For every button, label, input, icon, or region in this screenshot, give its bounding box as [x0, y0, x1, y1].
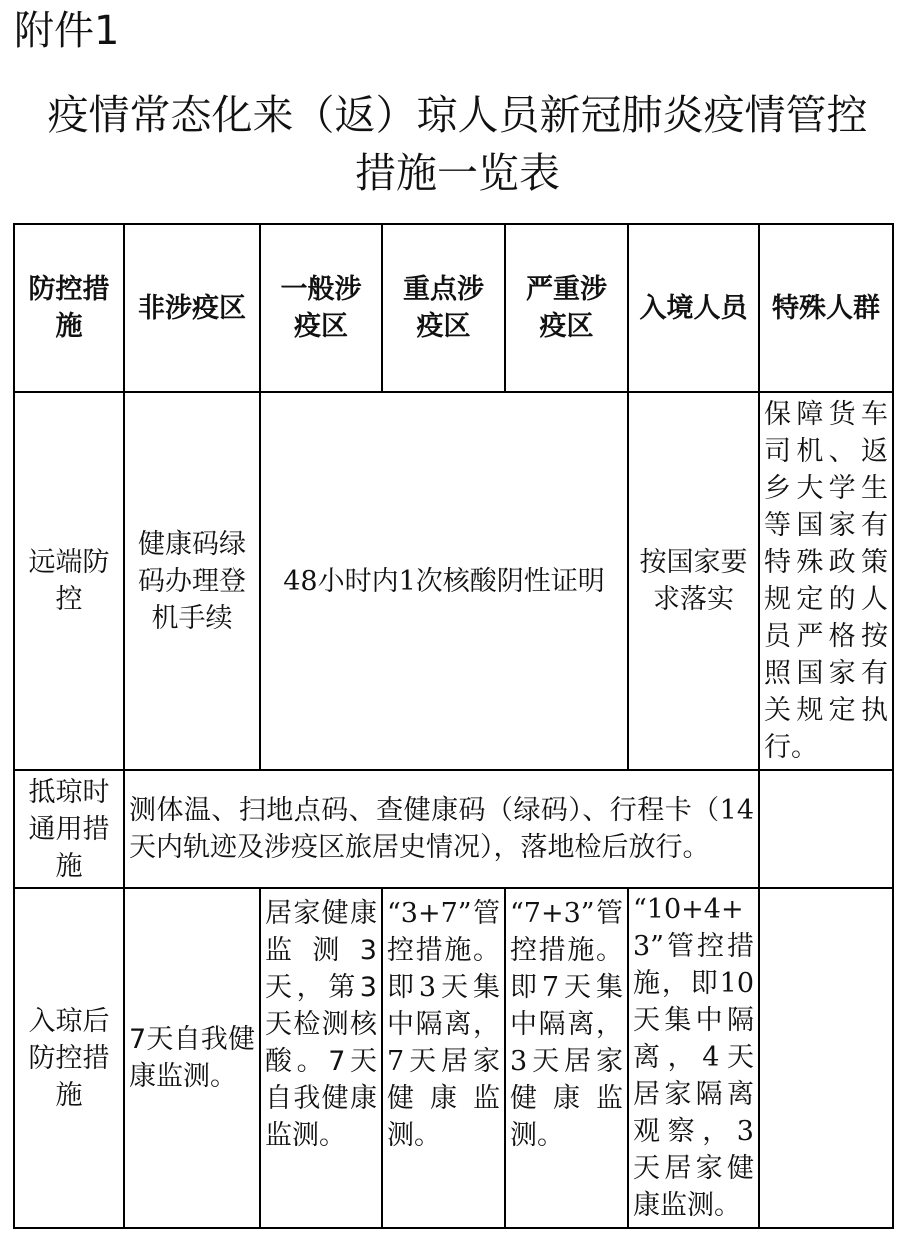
- row-remote-inbound: 按国家要求落实: [628, 392, 759, 770]
- header-severe: 严重涉疫区: [505, 224, 628, 392]
- row-after: [14, 888, 893, 1228]
- row-arrival-empty: [759, 770, 893, 888]
- row-after-label: 入琼后防控措施: [14, 888, 124, 1228]
- row-arrival-label: 抵琼时通用措施: [14, 770, 124, 888]
- row-after-non-epidemic: 7天自我健康监测。: [124, 888, 260, 1228]
- row-remote-epidemic-zones: 48小时内1次核酸阴性证明: [260, 392, 628, 770]
- header-key: 重点涉疫区: [382, 224, 505, 392]
- row-after-inbound: “10+4+3”管控措施，即10天集中隔离，4天居家隔离观察，3天居家健康监测。: [628, 888, 759, 1228]
- header-general: 一般涉疫区: [260, 224, 382, 392]
- page-title: [0, 86, 915, 202]
- header-row: [14, 224, 893, 392]
- title-line-1: 疫情常态化来（返）琼人员新冠肺炎疫情管控: [47, 91, 868, 139]
- row-after-key: “3+7”管控措施。即3天集中隔离，7天居家健康监测。: [382, 888, 505, 1228]
- attachment-label: 附件1: [14, 8, 120, 54]
- row-arrival: [14, 770, 893, 888]
- row-remote: [14, 392, 893, 770]
- header-inbound: 入境人员: [628, 224, 759, 392]
- header-special: 特殊人群: [759, 224, 893, 392]
- row-after-general: 居家健康监测3天，第3天检测核酸。7天自我健康监测。: [260, 888, 382, 1228]
- title-line-2: 措施一览表: [355, 149, 560, 197]
- row-remote-label: 远端防控: [14, 392, 124, 770]
- row-remote-non-epidemic: 健康码绿码办理登机手续: [124, 392, 260, 770]
- row-after-empty: [759, 888, 893, 1228]
- header-measures: 防控措施: [14, 224, 124, 392]
- row-arrival-content: 测体温、扫地点码、查健康码（绿码）、行程卡（14天内轨迹及涉疫区旅居史情况），落地检后放行。: [124, 770, 759, 888]
- measures-table: [13, 223, 894, 1229]
- row-remote-special: 保障货车司机、返乡大学生等国家有特殊政策规定的人员严格按照国家有关规定执行。: [759, 392, 893, 770]
- header-non-epidemic: 非涉疫区: [124, 224, 260, 392]
- row-after-severe: “7+3”管控措施。即7天集中隔离，3天居家健康监测。: [505, 888, 628, 1228]
